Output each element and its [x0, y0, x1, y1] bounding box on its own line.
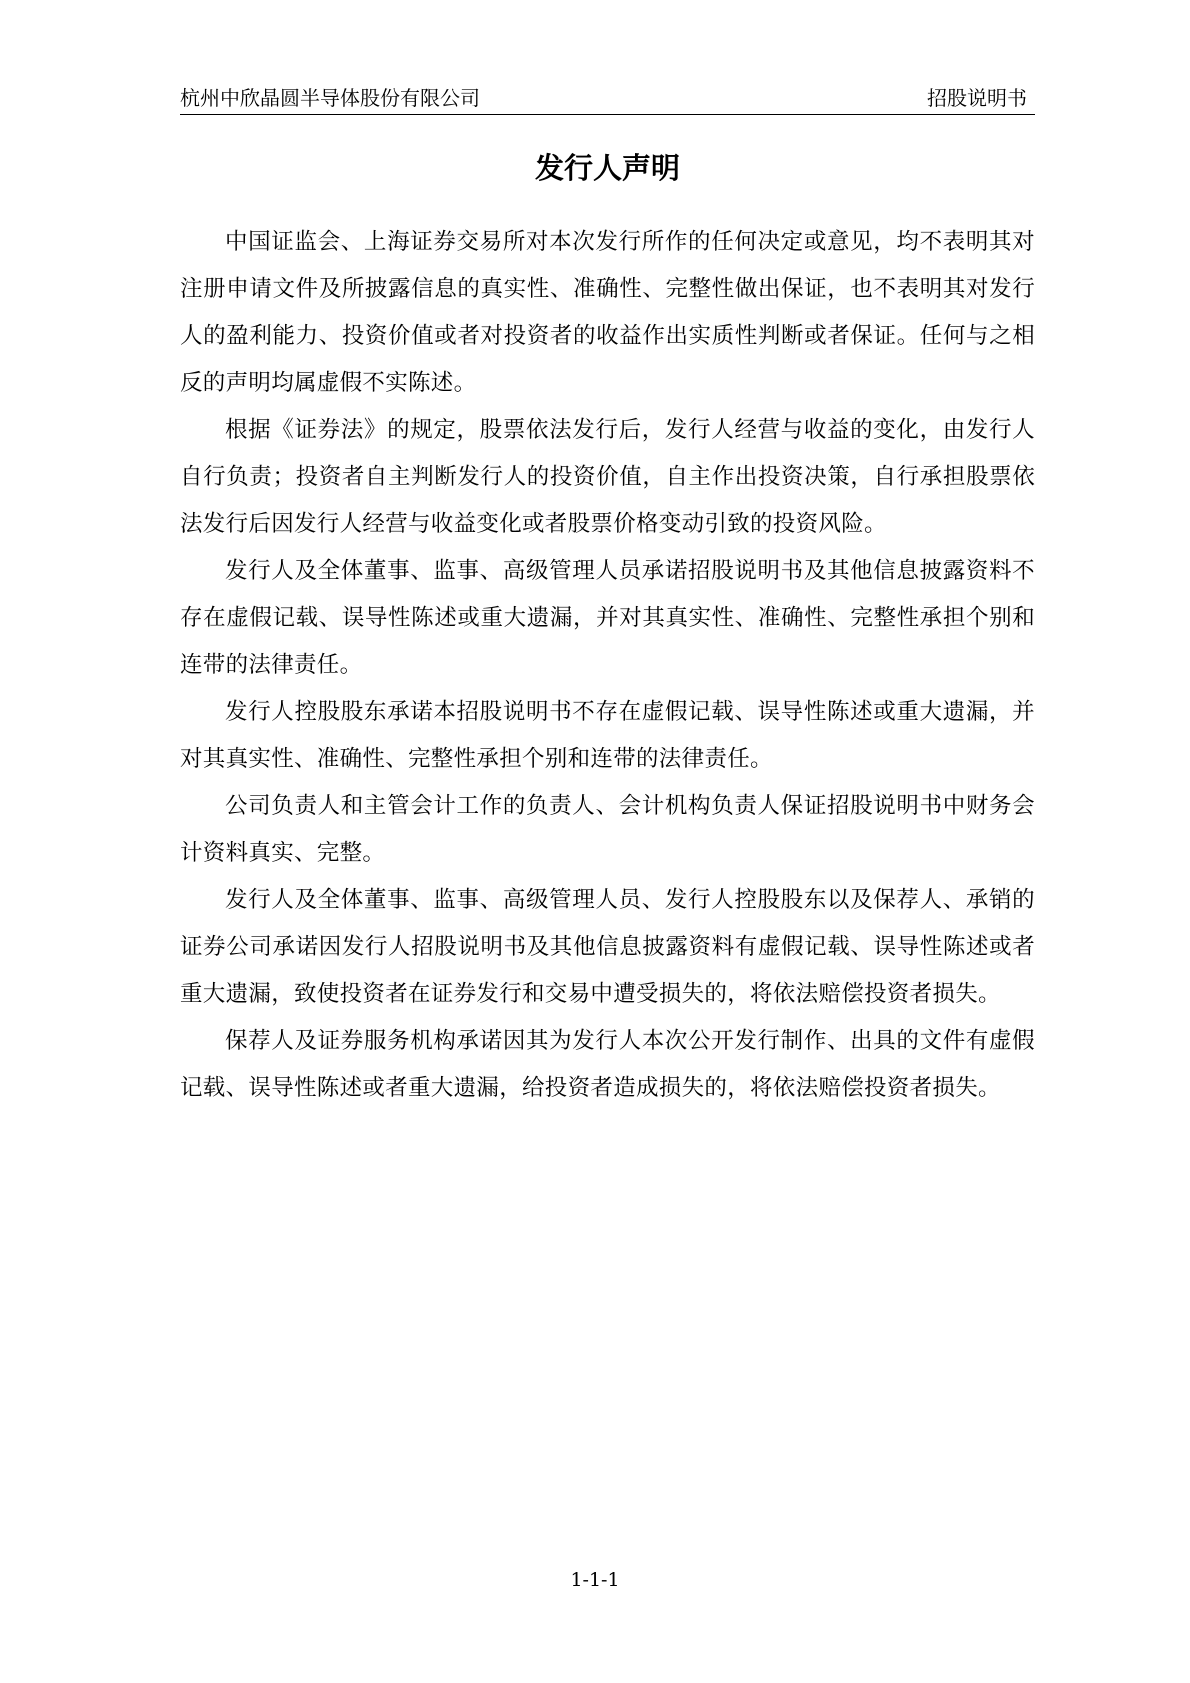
- page-title: 发行人声明: [534, 151, 680, 185]
- paragraph-investment-risk: 根据《证券法》的规定，股票依法发行后，发行人经营与收益的变化，由发行人自行负责；投资者自主判断发行人的投资价值，自主作出投资决策，自行承担股票依法发行后因发行人经营与收益变化或者股票价格变动引致的投资风险。: [180, 417, 1035, 537]
- paragraph-compensation-commitment: 发行人及全体董事、监事、高级管理人员、发行人控股股东以及保荐人、承销的证券公司承诺因发行人招股说明书及其他信息披露资料有虚假记载、误导性陈述或者重大遗漏，致使投资者在证券发行和交易中遭受损失的，将依法赔偿投资者损失。: [180, 887, 1035, 1007]
- paragraph-financial-data-guarantee: 公司负责人和主管会计工作的负责人、会计机构负责人保证招股说明书中财务会计资料真实、完整。: [180, 793, 1035, 866]
- paragraph-regulator-disclaimer: 中国证监会、上海证券交易所对本次发行所作的任何决定或意见，均不表明其对注册申请文件及所披露信息的真实性、准确性、完整性做出保证，也不表明其对发行人的盈利能力、投资价值或者对投资者的收益作出实质性判断或者保证。任何与之相反的声明均属虚假不实陈述。: [180, 229, 1035, 396]
- document-body: [180, 219, 1035, 1112]
- page-number: 1-1-1: [570, 1569, 620, 1591]
- page-header: [180, 84, 1035, 115]
- paragraph-controlling-shareholder-commitment: 发行人控股股东承诺本招股说明书不存在虚假记载、误导性陈述或重大遗漏，并对其真实性、准确性、完整性承担个别和连带的法律责任。: [180, 699, 1035, 772]
- header-company-name: 杭州中欣晶圆半导体股份有限公司: [180, 86, 480, 110]
- paragraph-directors-commitment: 发行人及全体董事、监事、高级管理人员承诺招股说明书及其他信息披露资料不存在虚假记载、误导性陈述或重大遗漏，并对其真实性、准确性、完整性承担个别和连带的法律责任。: [180, 558, 1035, 678]
- header-document-type: 招股说明书: [927, 86, 1027, 110]
- paragraph-sponsor-commitment: 保荐人及证券服务机构承诺因其为发行人本次公开发行制作、出具的文件有虚假记载、误导性陈述或者重大遗漏，给投资者造成损失的，将依法赔偿投资者损失。: [180, 1028, 1035, 1101]
